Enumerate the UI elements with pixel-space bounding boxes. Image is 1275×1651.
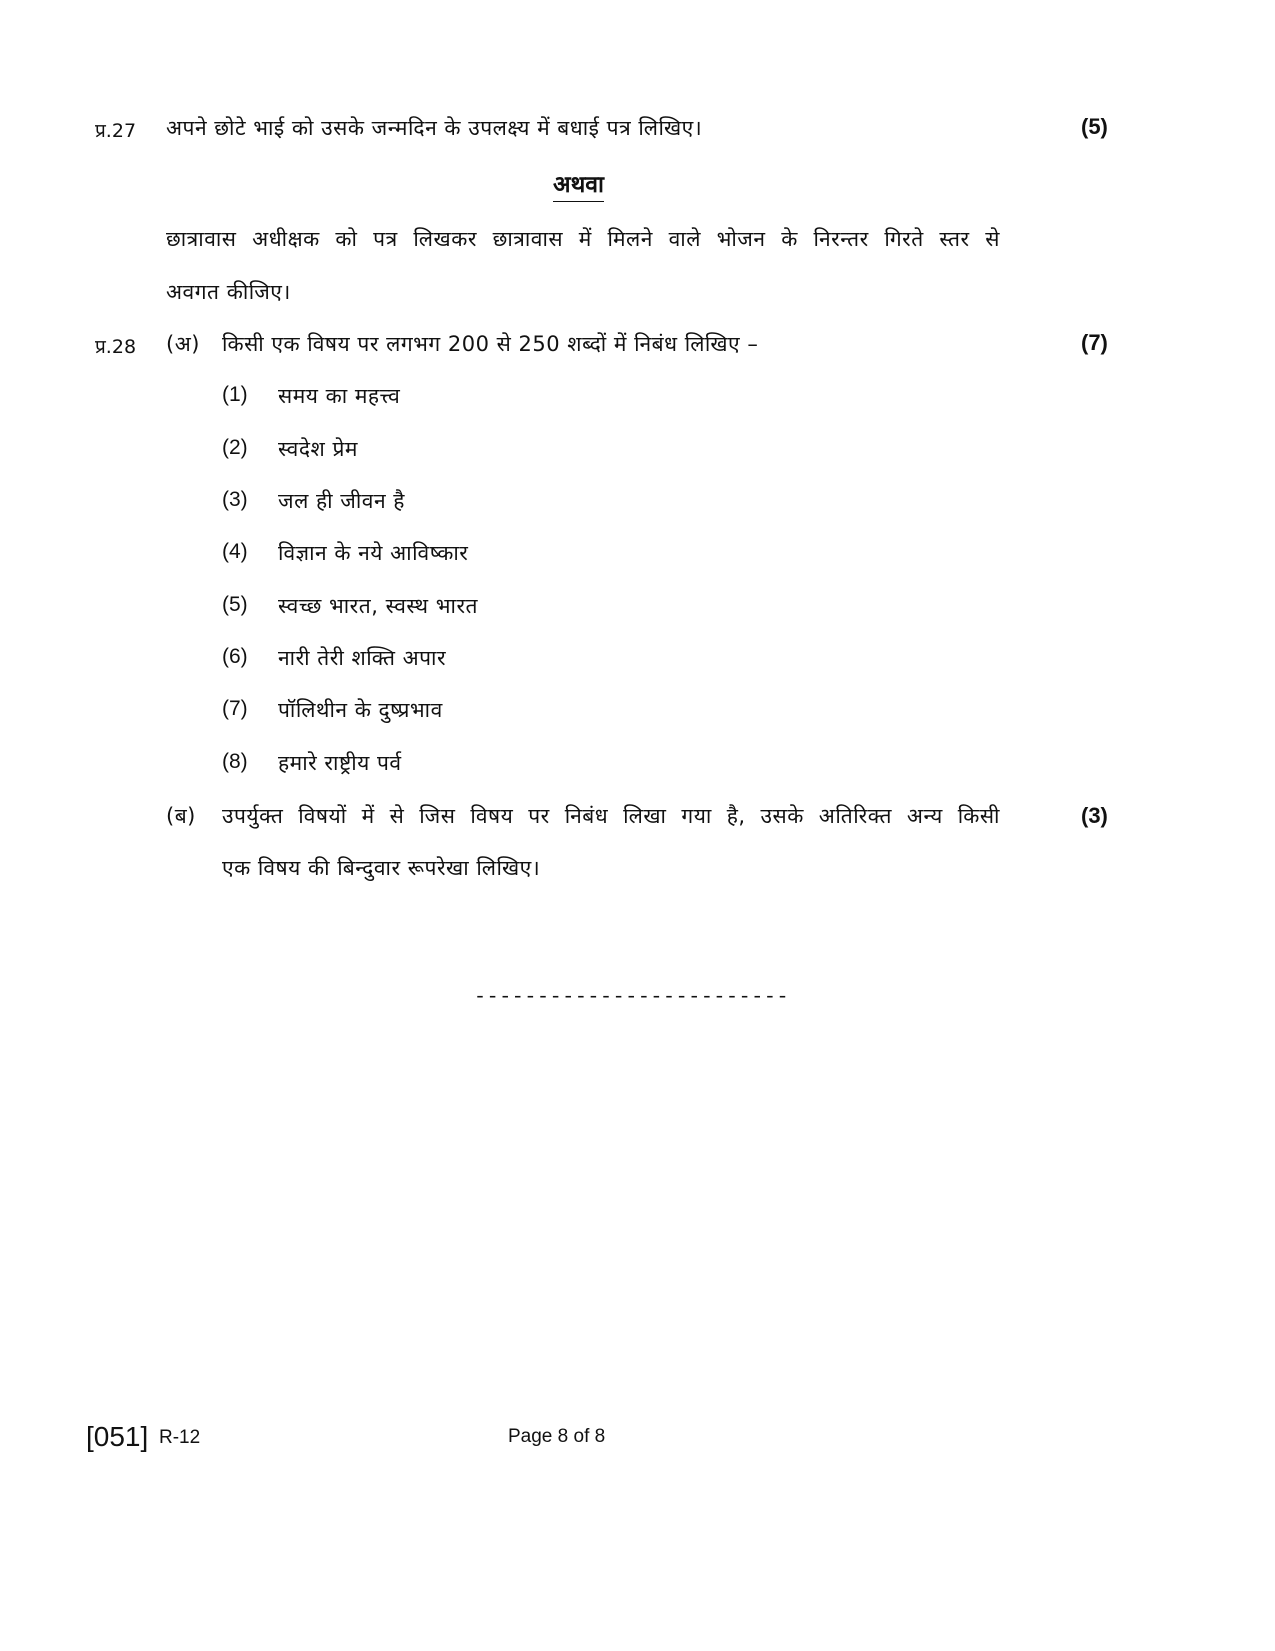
topic-text: स्वच्छ भारत, स्वस्थ भारत [278, 594, 479, 618]
topic-text: विज्ञान के नये आविष्कार [278, 541, 469, 565]
question-27-text: अपने छोटे भाई को उसके जन्मदिन के उपलक्ष्य में बधाई पत्र लिखिए। [166, 116, 703, 140]
question-27-alternative-line-2: अवगत कीजिए। [166, 280, 291, 304]
topic-number: (2) [222, 436, 248, 459]
paper-code: [051] [86, 1421, 149, 1452]
question-28-part-a-text: किसी एक विषय पर लगभग 200 से 250 शब्दों में निबंध लिखिए – [222, 332, 759, 356]
topic-number: (3) [222, 488, 248, 511]
end-of-paper-rule: ------------------------- [474, 986, 790, 1009]
topic-number: (6) [222, 645, 248, 668]
question-28-part-b-label: (ब) [166, 804, 196, 828]
question-number-27: प्र.27 [95, 120, 137, 142]
topic-text: जल ही जीवन है [278, 489, 405, 513]
revision-code: R-12 [159, 1427, 201, 1448]
topic-text: स्वदेश प्रेम [278, 437, 358, 461]
question-28-part-a-label: (अ) [166, 332, 200, 356]
topic-text: समय का महत्त्व [278, 384, 401, 408]
topic-text: हमारे राष्ट्रीय पर्व [278, 751, 402, 775]
question-28-part-b-line-1: उपर्युक्त विषयों में से जिस विषय पर निबंध लिखा गया है, उसके अतिरिक्त अन्य किसी [222, 804, 1000, 828]
page-number: Page 8 of 8 [508, 1426, 606, 1447]
topic-number: (1) [222, 383, 248, 406]
topic-number: (5) [222, 593, 248, 616]
question-number-28: प्र.28 [95, 336, 137, 358]
question-28-part-b-line-2: एक विषय की बिन्दुवार रूपरेखा लिखिए। [222, 856, 541, 880]
topic-text: नारी तेरी शक्ति अपार [278, 646, 447, 670]
topic-number: (8) [222, 750, 248, 773]
topic-number: (7) [222, 697, 248, 720]
question-28-part-b-marks: (3) [1081, 803, 1108, 828]
topic-text: पॉलिथीन के दुष्प्रभाव [278, 698, 443, 722]
question-27-alternative-line-1: छात्रावास अधीक्षक को पत्र लिखकर छात्रावास में मिलने वाले भोजन के निरन्तर गिरते स्तर से [166, 227, 1000, 251]
topic-number: (4) [222, 540, 248, 563]
question-28-part-a-marks: (7) [1081, 330, 1108, 355]
question-27-marks: (5) [1081, 114, 1108, 139]
or-heading: अथवा [553, 167, 604, 202]
